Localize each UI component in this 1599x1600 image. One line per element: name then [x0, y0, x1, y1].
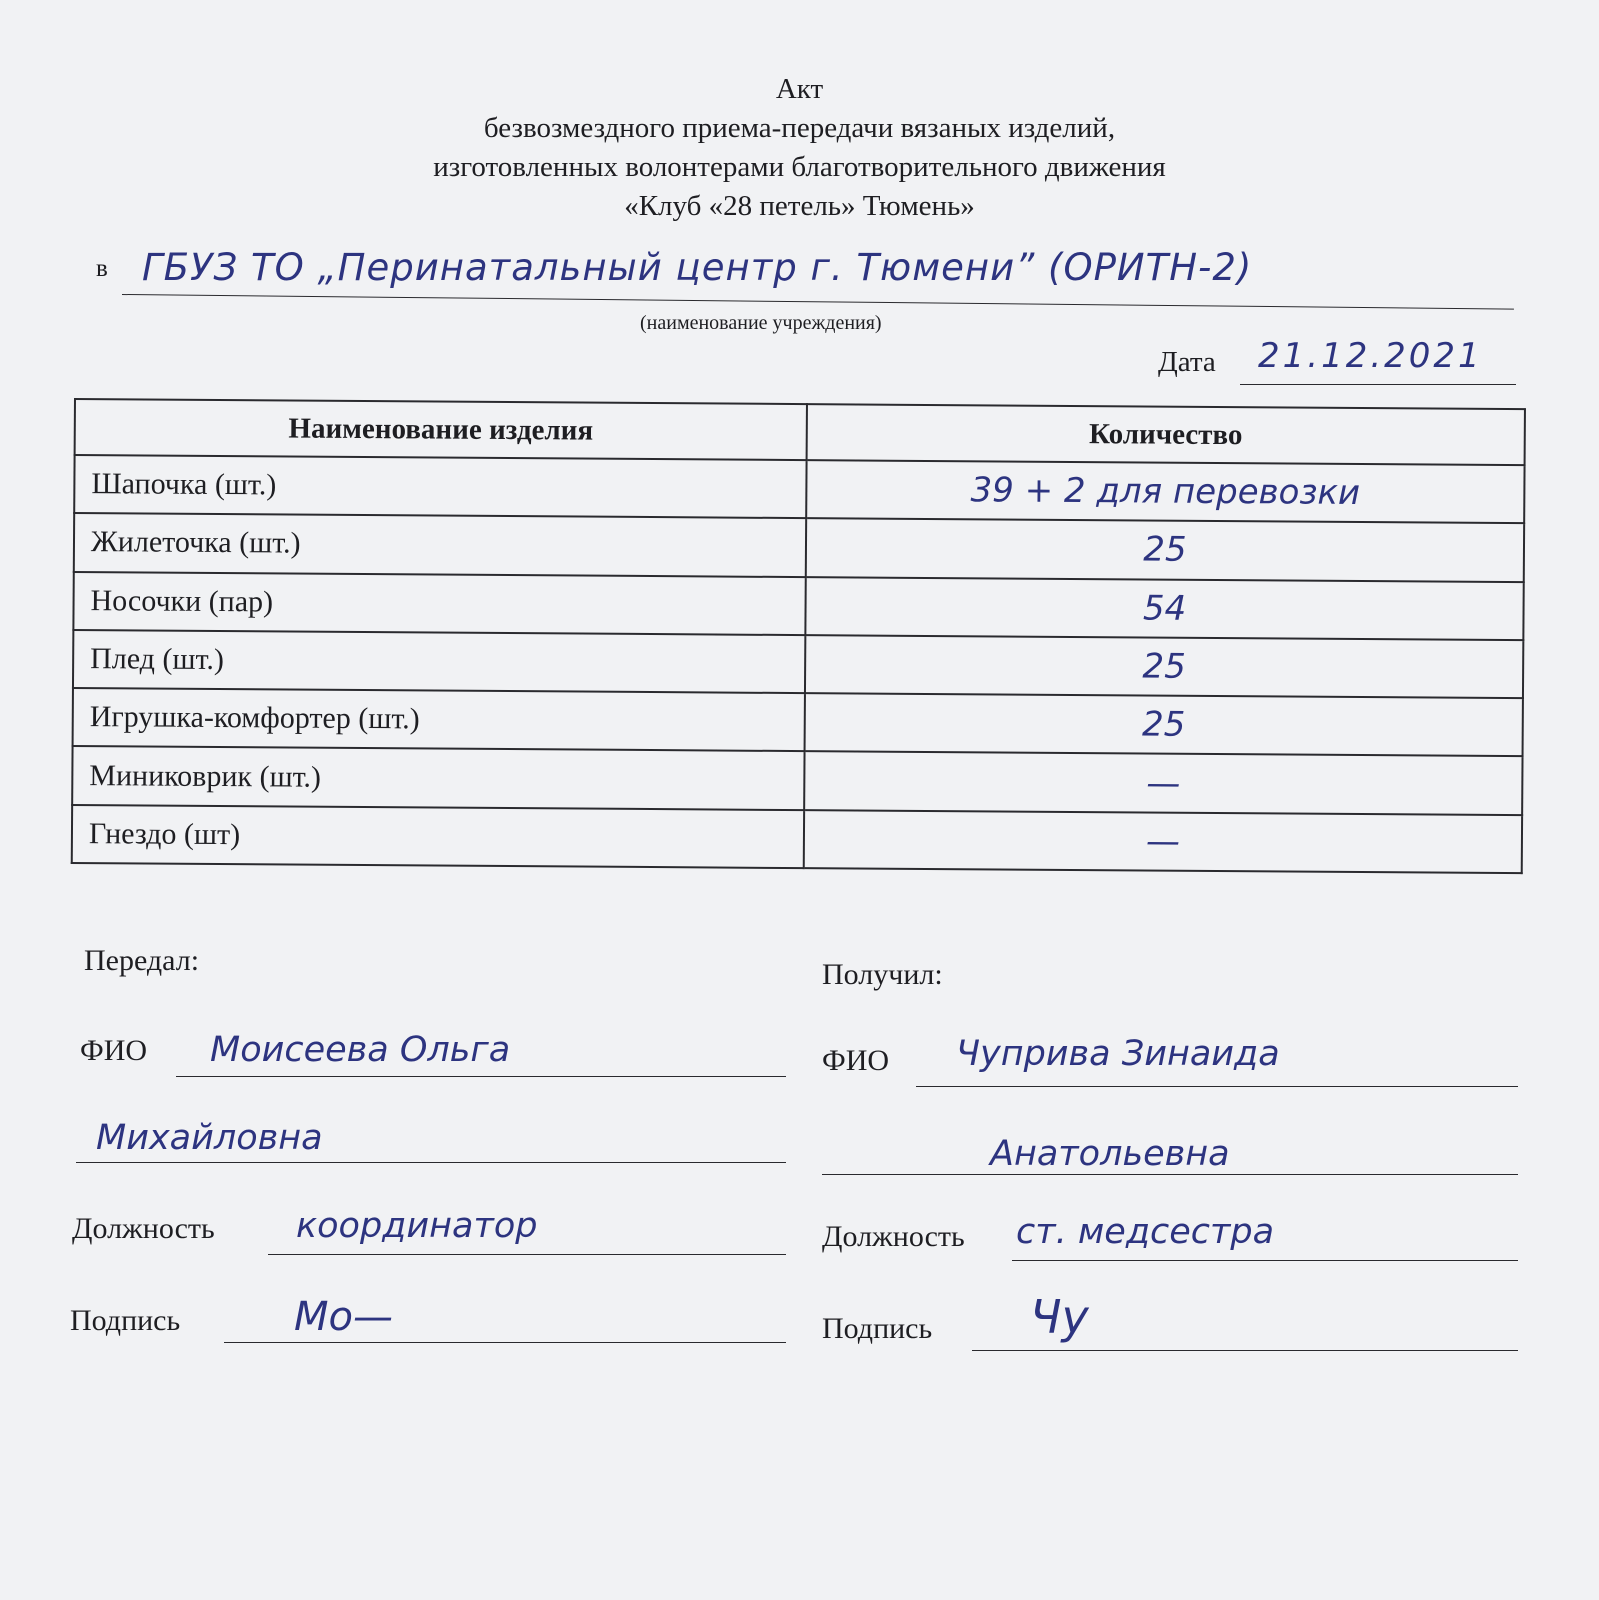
- receiver-heading: Получил:: [822, 958, 943, 991]
- title-line-3: изготовленных волонтерами благотворительного движения: [433, 151, 1166, 183]
- quantity-value: 25: [1142, 646, 1186, 687]
- item-name: Шапочка (шт.): [74, 455, 806, 518]
- table-row: [72, 746, 1522, 814]
- institution-caption: (наименование учреждения): [640, 312, 882, 334]
- date-value: 21.12.2021: [1258, 336, 1483, 376]
- item-quantity: [805, 577, 1523, 640]
- receiver-fio-label: ФИО: [822, 1044, 890, 1077]
- receiver-signature: Чу: [1030, 1290, 1089, 1344]
- table-row: [73, 630, 1523, 698]
- sender-signature-label: Подпись: [70, 1304, 181, 1337]
- date-label: Дата: [1158, 346, 1216, 378]
- sender-fio-line1: Моисеева Ольга: [210, 1030, 511, 1070]
- receiver-fio-underline-2: [822, 1174, 1518, 1175]
- table-row: [74, 455, 1524, 523]
- receiver-position-label: Должность: [822, 1220, 965, 1253]
- table-row: [74, 513, 1524, 581]
- table-row: [73, 688, 1523, 756]
- quantity-value: —: [1145, 821, 1181, 862]
- table-row: [73, 572, 1523, 640]
- title-line-1: Акт: [775, 73, 824, 105]
- sender-signature-underline: [224, 1342, 786, 1343]
- receiver-position-value: ст. медсестра: [1016, 1212, 1275, 1252]
- sender-position-label: Должность: [72, 1212, 215, 1245]
- quantity-value: 25: [1141, 704, 1186, 746]
- receiver-position-underline: [1012, 1260, 1518, 1261]
- item-quantity: [806, 518, 1524, 581]
- item-quantity: [804, 810, 1522, 873]
- receiver-fio-underline-1: [916, 1086, 1518, 1087]
- institution-underline: [122, 294, 1514, 310]
- sender-fio-underline-1: [176, 1076, 786, 1077]
- institution-prefix: в: [96, 255, 108, 282]
- item-name: Игрушка-комфортер (шт.): [73, 688, 805, 751]
- item-name: Жилеточка (шт.): [74, 513, 806, 576]
- receiver-signature-label: Подпись: [822, 1312, 933, 1345]
- quantity-value: —: [1146, 763, 1181, 804]
- item-name: Носочки (пар): [73, 572, 805, 635]
- title-line-2: безвозмездного приема-передачи вязаных изделий,: [483, 112, 1116, 144]
- quantity-value: 25: [1143, 529, 1187, 571]
- receiver-signature-underline: [972, 1350, 1518, 1351]
- sender-fio-line2: Михайловна: [96, 1118, 323, 1158]
- receiver-fio-line1: Чуприва Зинаида: [956, 1034, 1280, 1074]
- date-underline: [1240, 384, 1516, 385]
- table-row: [72, 805, 1522, 873]
- header-quantity: Количество: [807, 404, 1525, 465]
- document-title: [0, 70, 1599, 226]
- institution-value: ГБУЗ ТО „Перинатальный центр г. Тюмени” (ОРИТН-2): [142, 246, 1253, 289]
- quantity-value: 39 + 2 для перевозки: [970, 470, 1361, 514]
- sender-signature: Мо—: [294, 1294, 393, 1340]
- sender-fio-underline-2: [76, 1162, 786, 1163]
- sender-position-underline: [268, 1254, 786, 1255]
- title-line-4: «Клуб «28 петель» Тюмень»: [624, 190, 975, 222]
- header-item-name: Наименование изделия: [75, 399, 807, 460]
- receiver-fio-line2: Анатольевна: [990, 1134, 1230, 1174]
- item-quantity: [805, 693, 1523, 756]
- item-quantity: [806, 460, 1524, 523]
- items-table: [71, 398, 1526, 874]
- item-quantity: [804, 752, 1522, 815]
- sender-fio-label: ФИО: [80, 1034, 148, 1067]
- table-header-row: [75, 399, 1525, 465]
- item-name: Плед (шт.): [73, 630, 805, 693]
- item-name: Миниковрик (шт.): [72, 746, 804, 809]
- sender-position-value: координатор: [296, 1206, 538, 1246]
- sender-heading: Передал:: [84, 944, 200, 977]
- quantity-value: 54: [1142, 588, 1187, 629]
- item-name: Гнездо (шт): [72, 805, 804, 868]
- item-quantity: [805, 635, 1523, 698]
